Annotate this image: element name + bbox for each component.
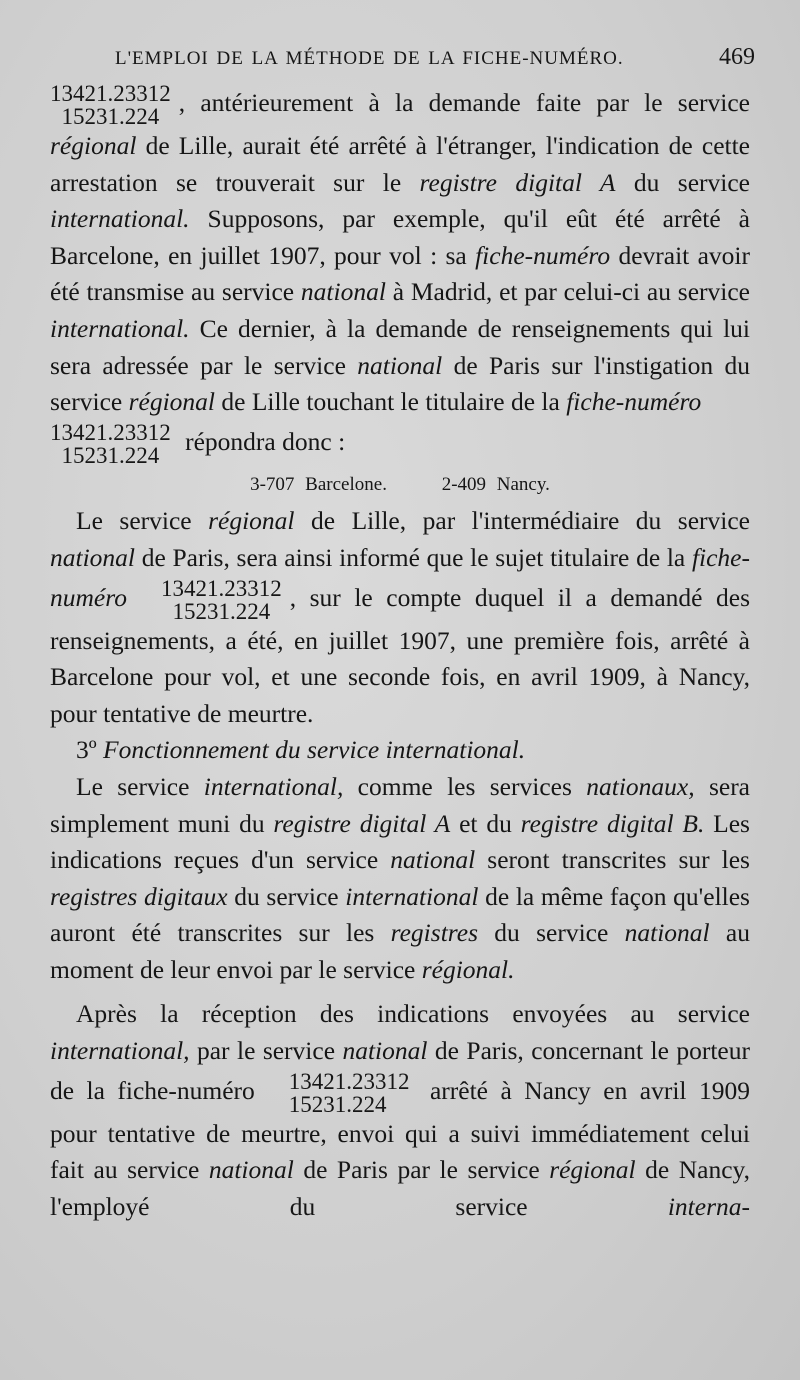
section-number: 3º: [76, 735, 104, 765]
text-run: , sur le compte duquel il a demandé des renseignements, a été, en juillet 1907, une première fois, arrêté à Barcelone pour vol, et une seconde fois, en avril 1909, à Nancy, pour tentative de meurtre.: [50, 582, 750, 728]
text-run: de Paris, sera ainsi informé que le sujet titulaire de la: [135, 542, 692, 572]
text-run: de Lille touchant le titulaire de la: [215, 387, 567, 417]
paragraph-arrest-abroad: [50, 82, 750, 467]
text-run: à Madrid, et par celui-ci au service: [385, 277, 750, 307]
text-run: au moment de leur envoi par le service: [50, 918, 750, 984]
text-run: de Paris, concernant le porteur de la fiche-numéro: [50, 1036, 750, 1105]
italic-run: régional: [50, 131, 137, 160]
text-run: Ce dernier, à la demande de renseignements qui lui sera adressée par le service: [50, 313, 750, 380]
page-body: [50, 82, 750, 1225]
text-run: sera simplement muni du: [50, 771, 751, 838]
fraction-denominator: 15231.224: [172, 598, 271, 624]
italic-run: régional: [549, 1155, 636, 1185]
paragraph-international-registers: [50, 769, 750, 989]
reference-nancy: 2-409 Nancy.: [441, 473, 550, 495]
text-run: devrait avoir été transmise au service: [50, 240, 750, 307]
italic-run: national: [357, 350, 443, 380]
text-run: de Paris par le service: [293, 1155, 550, 1185]
italic-run: fiche-numéro: [475, 240, 611, 270]
italic-run: régional: [128, 387, 216, 417]
text-run: de Nancy, l'employé du service: [50, 1155, 750, 1221]
italic-run: nationaux,: [586, 771, 695, 801]
text-run: Le service: [76, 506, 209, 536]
italic-run: registre digital B.: [520, 808, 705, 838]
italic-run: registre digital A: [419, 167, 616, 197]
text-run: du service: [227, 881, 346, 911]
italic-run: fiche-numéro: [566, 387, 702, 417]
text-run: Après la réception des indications envoyées au service: [76, 999, 750, 1029]
page-number: 469: [719, 44, 755, 70]
italic-run: national: [300, 277, 386, 307]
paragraph-after-reception: [50, 996, 750, 1225]
italic-run: registres: [390, 918, 478, 948]
text-run: Les indications reçues d'un service: [50, 808, 750, 875]
text-run: seront transcrites sur les: [475, 845, 750, 875]
text-run: de Paris sur l'instigation du service: [50, 350, 750, 417]
italic-run: registres digitaux: [50, 881, 228, 911]
fiche-number-fraction: [50, 82, 171, 128]
reference-barcelone: 3-707 Barcelone.: [250, 473, 387, 495]
text-run: , antérieurement à la demande faite par le service: [178, 87, 750, 117]
fraction-numerator: 13421.23312: [288, 1068, 410, 1094]
fraction-denominator: 15231.224: [61, 442, 160, 468]
italic-run: international: [345, 881, 479, 911]
italic-run: national: [624, 918, 710, 948]
text-run: comme les services: [343, 771, 587, 801]
text-run: de Lille, aurait été arrêté à l'étranger, l'indication de cette arrestation se trouverait sur le: [50, 131, 750, 197]
fraction-denominator: 15231.224: [288, 1091, 387, 1117]
text-run: par le service: [189, 1036, 343, 1066]
text-run: arrêté à Nancy en avril 1909 pour tentative de meurtre, envoi qui a suivi immédiatement celui fait au service: [50, 1075, 750, 1185]
italic-run: registre digital A: [273, 808, 451, 838]
text-run: et du: [450, 808, 521, 838]
text-run: de Lille, par l'intermédiaire du service: [294, 506, 750, 536]
italic-run: international,: [203, 771, 344, 801]
fraction-numerator: 13421.23312: [50, 419, 171, 445]
italic-run: national: [390, 845, 476, 875]
section-title: Fonctionnement du service international.: [103, 735, 526, 765]
italic-run: international.: [50, 313, 190, 343]
italic-run: national: [50, 542, 136, 572]
text-run: Supposons, par exemple, qu'il eût été arrêté à Barcelone, en juillet 1907, pour vol : sa: [50, 204, 750, 270]
text-run: du service: [615, 167, 750, 197]
italic-run: régional.: [421, 954, 515, 984]
section-heading: [50, 732, 750, 769]
italic-run: national: [342, 1036, 428, 1066]
text-run: de la même façon qu'elles auront été transcrites sur les: [50, 881, 750, 948]
text-run: Le service: [76, 771, 204, 801]
fraction-numerator: 13421.23312: [50, 81, 171, 106]
text-run: du service: [478, 918, 625, 948]
running-header: [115, 44, 755, 71]
italic-run: international.: [50, 204, 190, 234]
running-title: L'EMPLOI DE LA MÉTHODE DE LA FICHE-NUMÉRO.: [115, 48, 624, 69]
fiche-number-fraction: [263, 1070, 410, 1116]
italic-run: national: [208, 1155, 294, 1185]
fraction-numerator: 13421.23312: [160, 575, 282, 601]
italic-run: international,: [50, 1036, 190, 1066]
fiche-number-fraction: [50, 421, 171, 467]
italic-run: interna-: [667, 1191, 750, 1221]
text-run: répondra donc :: [178, 426, 346, 456]
italic-run: fiche-numéro: [50, 542, 750, 612]
paragraph-lille-informed: [50, 503, 750, 732]
italic-run: régional: [208, 506, 295, 536]
fraction-denominator: 15231.224: [61, 104, 160, 129]
record-references: [50, 467, 750, 504]
fiche-number-fraction: [135, 577, 282, 623]
